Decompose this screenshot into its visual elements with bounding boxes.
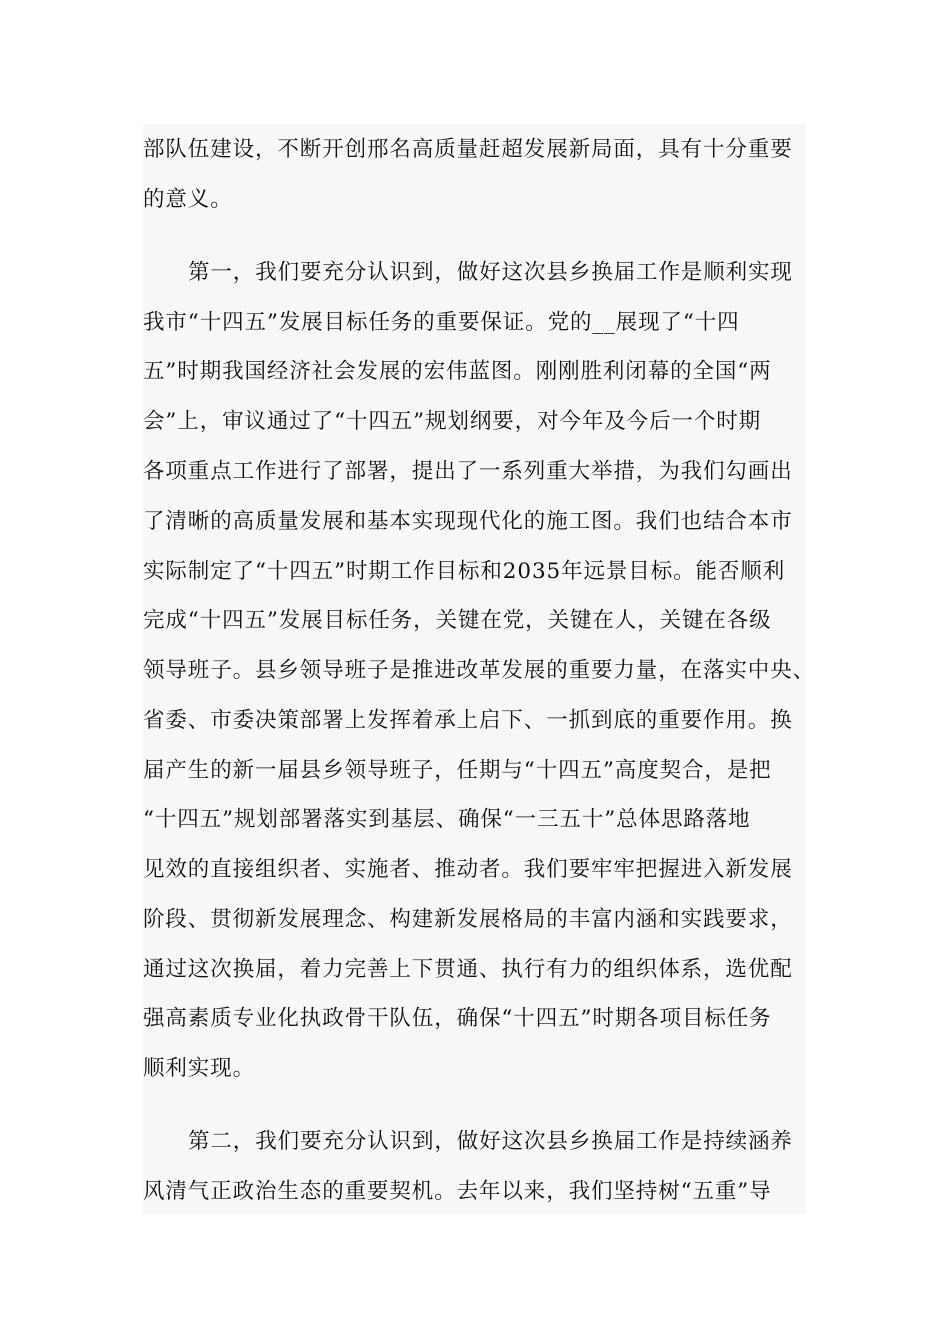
text-line: 实际制定了“十四五”时期工作目标和2035年远景目标。能否顺利 <box>143 559 786 584</box>
text-line: 的意义。 <box>143 187 233 212</box>
paragraph-first-line: 第二，我们要充分认识到，做好这次县乡换届工作是持续涵养 <box>188 1129 793 1154</box>
text-line: 会”上，审议通过了“十四五”规划纲要，对今年及今后一个时期 <box>143 409 762 434</box>
text-line: 通过这次换届，着力完善上下贯通、执行有力的组织体系，选优配 <box>143 957 793 982</box>
text-line: 届产生的新一届县乡领导班子，任期与“十四五”高度契合，是把 <box>143 758 772 783</box>
text-line: 完成“十四五”发展目标任务，关键在党，关键在人，关键在各级 <box>143 608 772 633</box>
text-line: 五”时期我国经济社会发展的宏伟蓝图。刚刚胜利闭幕的全国“两 <box>143 359 772 384</box>
text-line: 省委、市委决策部署上发挥着承上启下、一抓到底的重要作用。换 <box>143 708 793 733</box>
text-line: 风清气正政治生态的重要契机。去年以来，我们坚持树“五重”导 <box>143 1179 772 1204</box>
text-line: 部队伍建设，不断开创邢名高质量赶超发展新局面，具有十分重要 <box>143 137 793 162</box>
paragraph-first-line: 第一，我们要充分认识到，做好这次县乡换届工作是顺利实现 <box>188 260 793 285</box>
text-line: 顺利实现。 <box>143 1056 256 1081</box>
text-line: 强高素质专业化执政骨干队伍，确保“十四五”时期各项目标任务 <box>143 1006 772 1031</box>
text-line: 领导班子。县乡领导班子是推进改革发展的重要力量，在落实中央、 <box>143 658 816 683</box>
text-line: 了清晰的高质量发展和基本实现现代化的施工图。我们也结合本市 <box>143 509 793 534</box>
text-line: 见效的直接组织者、实施者、推动者。我们要牢牢把握进入新发展 <box>143 857 793 882</box>
text-line: 各项重点工作进行了部署，提出了一系列重大举措，为我们勾画出 <box>143 459 793 484</box>
text-line: “十四五”规划部署落实到基层、确保“一三五十”总体思路落地 <box>143 807 751 832</box>
text-line: 阶段、贯彻新发展理念、构建新发展格局的丰富内涵和实践要求， <box>143 907 793 932</box>
text-line: 我市“十四五”发展目标任务的重要保证。党的__展现了“十四 <box>143 310 740 335</box>
